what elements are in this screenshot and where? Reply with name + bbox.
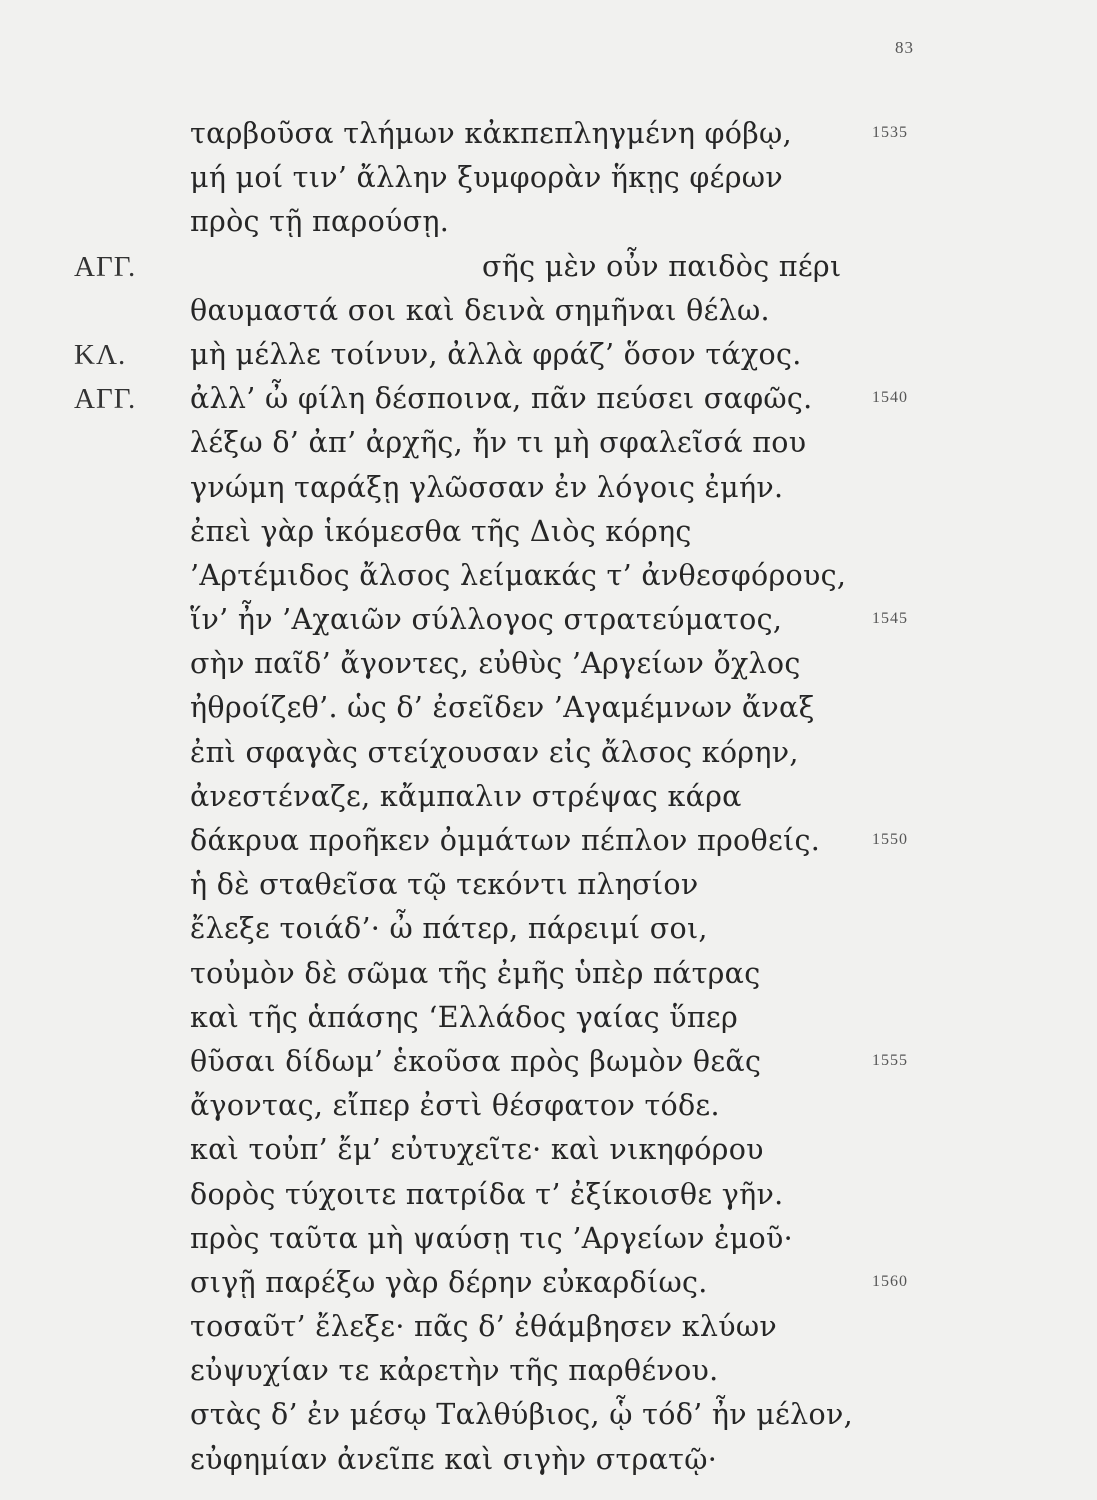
- verse-text: μή μοί τιν’ ἄλλην ξυμφορὰν ἥκῃς φέρων: [190, 161, 783, 195]
- verse-line: [0, 996, 1097, 1040]
- verse-line: [0, 510, 1097, 554]
- verse-text: τοὐμὸν δὲ σῶμα τῆς ἐμῆς ὑπὲρ πάτρας: [190, 956, 761, 990]
- verse-text: θαυμαστά σοι καὶ δεινὰ σημῆναι θέλω.: [190, 293, 770, 327]
- verse-line: [0, 1173, 1097, 1217]
- verse-line: [0, 1393, 1097, 1437]
- verse-line: [0, 642, 1097, 686]
- line-number: 1540: [872, 389, 908, 407]
- verse-text: λέξω δ’ ἀπ’ ἀρχῆς, ἤν τι μὴ σφαλεῖσά που: [190, 426, 807, 460]
- verse-text: ἄγοντας, εἴπερ ἐστὶ θέσφατον τόδε.: [190, 1089, 720, 1123]
- verse-text: ἀνεστέναζε, κἄμπαλιν στρέψας κάρα: [190, 779, 742, 813]
- verse-text: ἡ δὲ σταθεῖσα τῷ τεκόντι πλησίον: [190, 868, 699, 902]
- verse-line: [0, 466, 1097, 510]
- verse-text: καὶ τῆς ἁπάσης ‘Ελλάδος γαίας ὕπερ: [190, 1000, 738, 1034]
- line-number: 1555: [872, 1051, 908, 1069]
- verse-text: εὐψυχίαν τε κἀρετὴν τῆς παρθένου.: [190, 1354, 719, 1388]
- verse-text: ἐπὶ σφαγὰς στείχουσαν εἰς ἄλσος κόρην,: [190, 735, 799, 769]
- verse-line: [0, 1084, 1097, 1128]
- verse-text: θῦσαι δίδωμ’ ἑκοῦσα πρὸς βωμὸν θεᾶς: [190, 1044, 762, 1078]
- verse-line: [0, 863, 1097, 907]
- verse-text: τοσαῦτ’ ἔλεξε· πᾶς δ’ ἐθάμβησεν κλύων: [190, 1310, 778, 1344]
- verse-line: [0, 333, 1097, 377]
- verse-text: πρὸς ταῦτα μὴ ψαύσῃ τις ’Αργείων ἐμοῦ·: [190, 1221, 793, 1255]
- verse-text: δορὸς τύχοιτε πατρίδα τ’ ἐξίκοισθε γῆν.: [190, 1177, 784, 1211]
- verse-text: στὰς δ’ ἐν μέσῳ Ταλθύβιος, ᾧ τόδ’ ἦν μέλον,: [190, 1398, 853, 1432]
- verse-lines: [0, 112, 1097, 1482]
- verse-line: [0, 598, 1097, 642]
- verse-line: [0, 245, 1097, 289]
- verse-text: μὴ μέλλε τοίνυν, ἀλλὰ φράζ’ ὅσον τάχος.: [190, 337, 802, 371]
- verse-text: ἵν’ ἦν ’Αχαιῶν σύλλογος στρατεύματος,: [190, 603, 783, 637]
- verse-line: [0, 289, 1097, 333]
- verse-line: [0, 819, 1097, 863]
- verse-line: [0, 554, 1097, 598]
- verse-line: [0, 1438, 1097, 1482]
- verse-line: [0, 907, 1097, 951]
- verse-line: [0, 686, 1097, 730]
- verse-text: πρὸς τῇ παρούσῃ.: [190, 205, 450, 239]
- verse-line: [0, 112, 1097, 156]
- verse-line: [0, 1349, 1097, 1393]
- line-number: 1550: [872, 831, 908, 848]
- verse-text: εὐφημίαν ἀνεῖπε καὶ σιγὴν στρατῷ·: [190, 1442, 718, 1476]
- verse-line: [0, 731, 1097, 775]
- line-number: 1560: [872, 1272, 908, 1290]
- verse-text: σὴν παῖδ’ ἄγοντες, εὐθὺς ’Αργείων ὄχλος: [190, 647, 801, 681]
- verse-line: [0, 1305, 1097, 1349]
- speaker-label: ΚΛ.: [74, 338, 127, 371]
- speaker-label: ΑΓΓ.: [74, 383, 137, 416]
- line-number: 1535: [872, 124, 908, 141]
- verse-text: σιγῇ παρέξω γὰρ δέρην εὐκαρδίως.: [190, 1265, 708, 1299]
- verse-line: [0, 1261, 1097, 1305]
- verse-text: ἀλλ’ ὦ φίλη δέσποινα, πᾶν πεύσει σαφῶς.: [190, 382, 813, 416]
- verse-text: ταρβοῦσα τλήμων κἀκπεπληγμένη φόβῳ,: [190, 117, 792, 150]
- verse-text: δάκρυα προῆκεν ὀμμάτων πέπλον προθείς.: [190, 824, 821, 857]
- verse-line: [0, 1128, 1097, 1172]
- line-number: 1545: [872, 610, 908, 628]
- verse-line: [0, 156, 1097, 200]
- verse-line: [0, 200, 1097, 244]
- verse-text: καὶ τοὐπ’ ἔμ’ εὐτυχεῖτε· καὶ νικηφόρου: [190, 1133, 764, 1167]
- verse-text: ’Αρτέμιδος ἄλσος λείμακάς τ’ ἀνθεσφόρους,: [190, 558, 847, 592]
- verse-line: [0, 1217, 1097, 1261]
- verse-line: [0, 1040, 1097, 1084]
- verse-line: [0, 775, 1097, 819]
- page-number: 83: [895, 38, 914, 57]
- verse-text: ἔλεξε τοιάδ’· ὦ πάτερ, πάρειμί σοι,: [190, 912, 708, 946]
- verse-line: [0, 421, 1097, 465]
- verse-text: σῆς μὲν οὖν παιδὸς πέρι: [482, 249, 842, 283]
- verse-line: [0, 377, 1097, 421]
- verse-line: [0, 952, 1097, 996]
- verse-text: ἠθροίζεθ’. ὡς δ’ ἐσεῖδεν ’Αγαμέμνων ἄναξ: [190, 691, 815, 725]
- verse-text: ἐπεὶ γὰρ ἱκόμεσθα τῆς Διὸς κόρης: [190, 514, 692, 548]
- speaker-label: ΑΓΓ.: [74, 250, 137, 283]
- verse-text: γνώμη ταράξῃ γλῶσσαν ἐν λόγοις ἐμήν.: [190, 470, 784, 504]
